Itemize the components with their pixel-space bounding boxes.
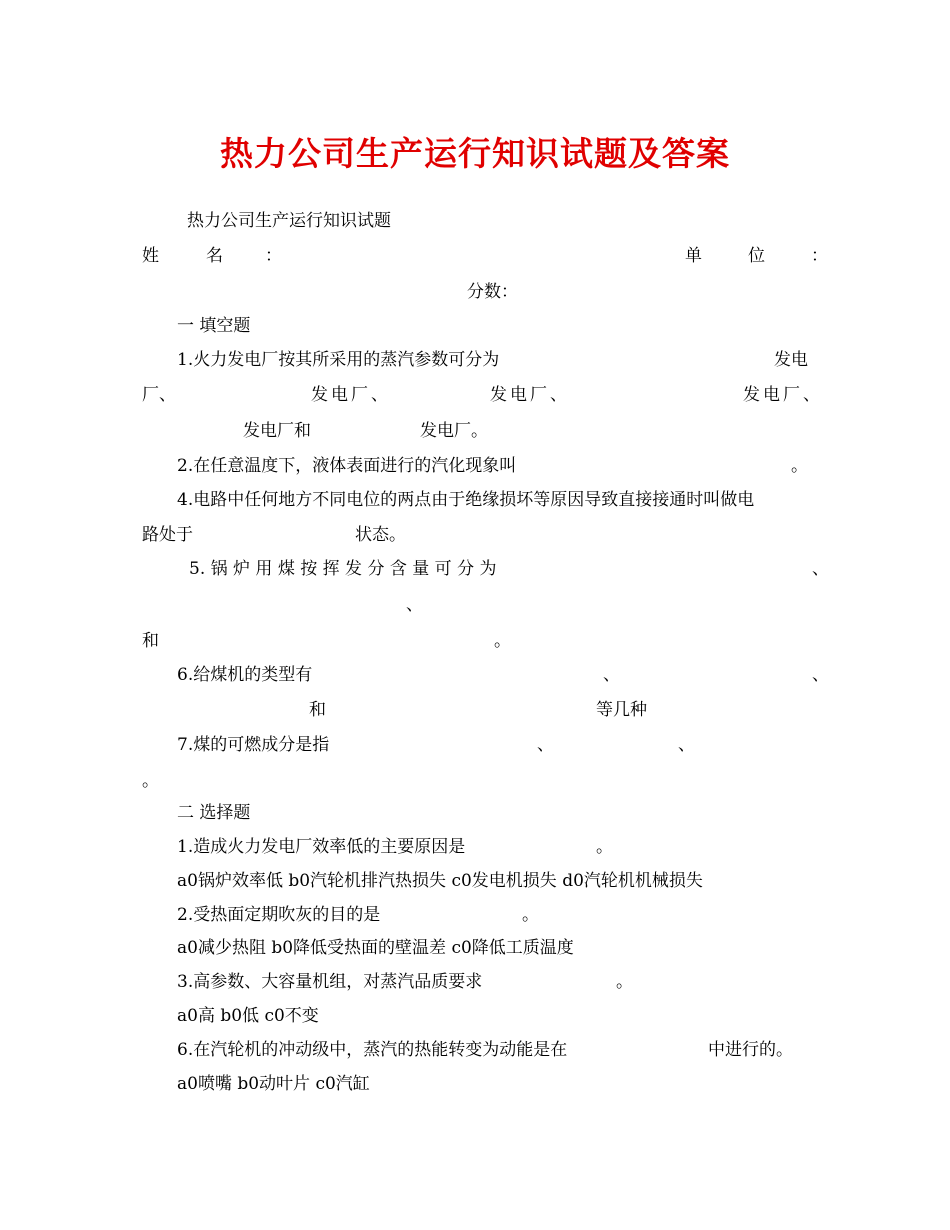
q6-tail: 等几种 bbox=[596, 700, 647, 720]
c3-options: a0高 b0低 c0不变 bbox=[177, 1006, 319, 1026]
q5-end: 。 bbox=[494, 631, 511, 651]
q2-end: 。 bbox=[791, 456, 808, 476]
q1-line2-c: 发电厂、 bbox=[490, 385, 570, 405]
q1-line1: 1.火力发电厂按其所采用的蒸汽参数可分为 bbox=[177, 350, 500, 370]
c1-question: 1.造成火力发电厂效率低的主要原因是 bbox=[177, 837, 466, 857]
q5-and: 和 bbox=[142, 631, 159, 651]
q5-sep1: 、 bbox=[812, 559, 829, 579]
q7-sep2: 、 bbox=[678, 735, 695, 755]
c2-end: 。 bbox=[522, 905, 539, 925]
name-label-char-2: 名 bbox=[206, 246, 223, 266]
c6-question: 6.在汽轮机的冲动级中，蒸汽的热能转变为动能是在 bbox=[177, 1040, 568, 1060]
q2-text: 2.在任意温度下，液体表面进行的汽化现象叫 bbox=[177, 456, 517, 476]
c2-options: a0减少热阻 b0降低受热面的壁温差 c0降低工质温度 bbox=[177, 938, 574, 958]
c1-options: a0锅炉效率低 b0汽轮机排汽热损失 c0发电机损失 d0汽轮机机械损失 bbox=[177, 871, 703, 891]
c2-question: 2.受热面定期吹灰的目的是 bbox=[177, 905, 381, 925]
name-label-char-1: 姓 bbox=[142, 246, 159, 266]
c3-question: 3.高参数、大容量机组，对蒸汽品质要求 bbox=[177, 972, 483, 992]
q1-line2-a: 厂、 bbox=[142, 385, 176, 405]
score-label: 分数： bbox=[467, 282, 518, 302]
q5-sep2: 、 bbox=[406, 595, 423, 615]
q4-line2-a: 路处于 bbox=[142, 525, 193, 545]
unit-label-char-1: 单 bbox=[685, 246, 702, 266]
unit-label-colon: ： bbox=[811, 246, 828, 266]
q1-line3-a: 发电厂和 bbox=[243, 421, 311, 441]
q5-line1: 5. 锅 炉 用 煤 按 挥 发 分 含 量 可 分 为 bbox=[189, 559, 497, 579]
c6-tail: 中进行的。 bbox=[708, 1040, 793, 1060]
q7-sep1: 、 bbox=[537, 735, 554, 755]
c1-end: 。 bbox=[596, 837, 613, 857]
q6-line1: 6.给煤机的类型有 bbox=[177, 665, 313, 685]
unit-label-char-2: 位 bbox=[748, 246, 765, 266]
c3-end: 。 bbox=[616, 972, 633, 992]
q6-sep1: 、 bbox=[603, 665, 620, 685]
q7-line1: 7.煤的可燃成分是指 bbox=[177, 735, 330, 755]
q4-line2-b: 状态。 bbox=[355, 525, 406, 545]
q4-line1: 4.电路中任何地方不同电位的两点由于绝缘损坏等原因导致直接接通时叫做电 bbox=[177, 490, 755, 510]
q6-and: 和 bbox=[309, 700, 326, 720]
q1-line3-b: 发电厂。 bbox=[420, 421, 488, 441]
section-choice: 二 选择题 bbox=[177, 803, 251, 823]
q1-line2-d: 发电厂、 bbox=[743, 385, 823, 405]
q6-sep2: 、 bbox=[812, 665, 829, 685]
document-title: 热力公司生产运行知识试题及答案 bbox=[220, 134, 730, 173]
c6-options: a0喷嘴 b0动叶片 c0汽缸 bbox=[177, 1074, 370, 1094]
q1-line2-b: 发电厂、 bbox=[311, 385, 391, 405]
q1-line1-end: 发电 bbox=[774, 350, 808, 370]
name-label-colon: ： bbox=[265, 246, 282, 266]
subtitle: 热力公司生产运行知识试题 bbox=[187, 211, 391, 231]
q7-end: 。 bbox=[142, 771, 159, 791]
section-fill-in: 一 填空题 bbox=[177, 316, 251, 336]
